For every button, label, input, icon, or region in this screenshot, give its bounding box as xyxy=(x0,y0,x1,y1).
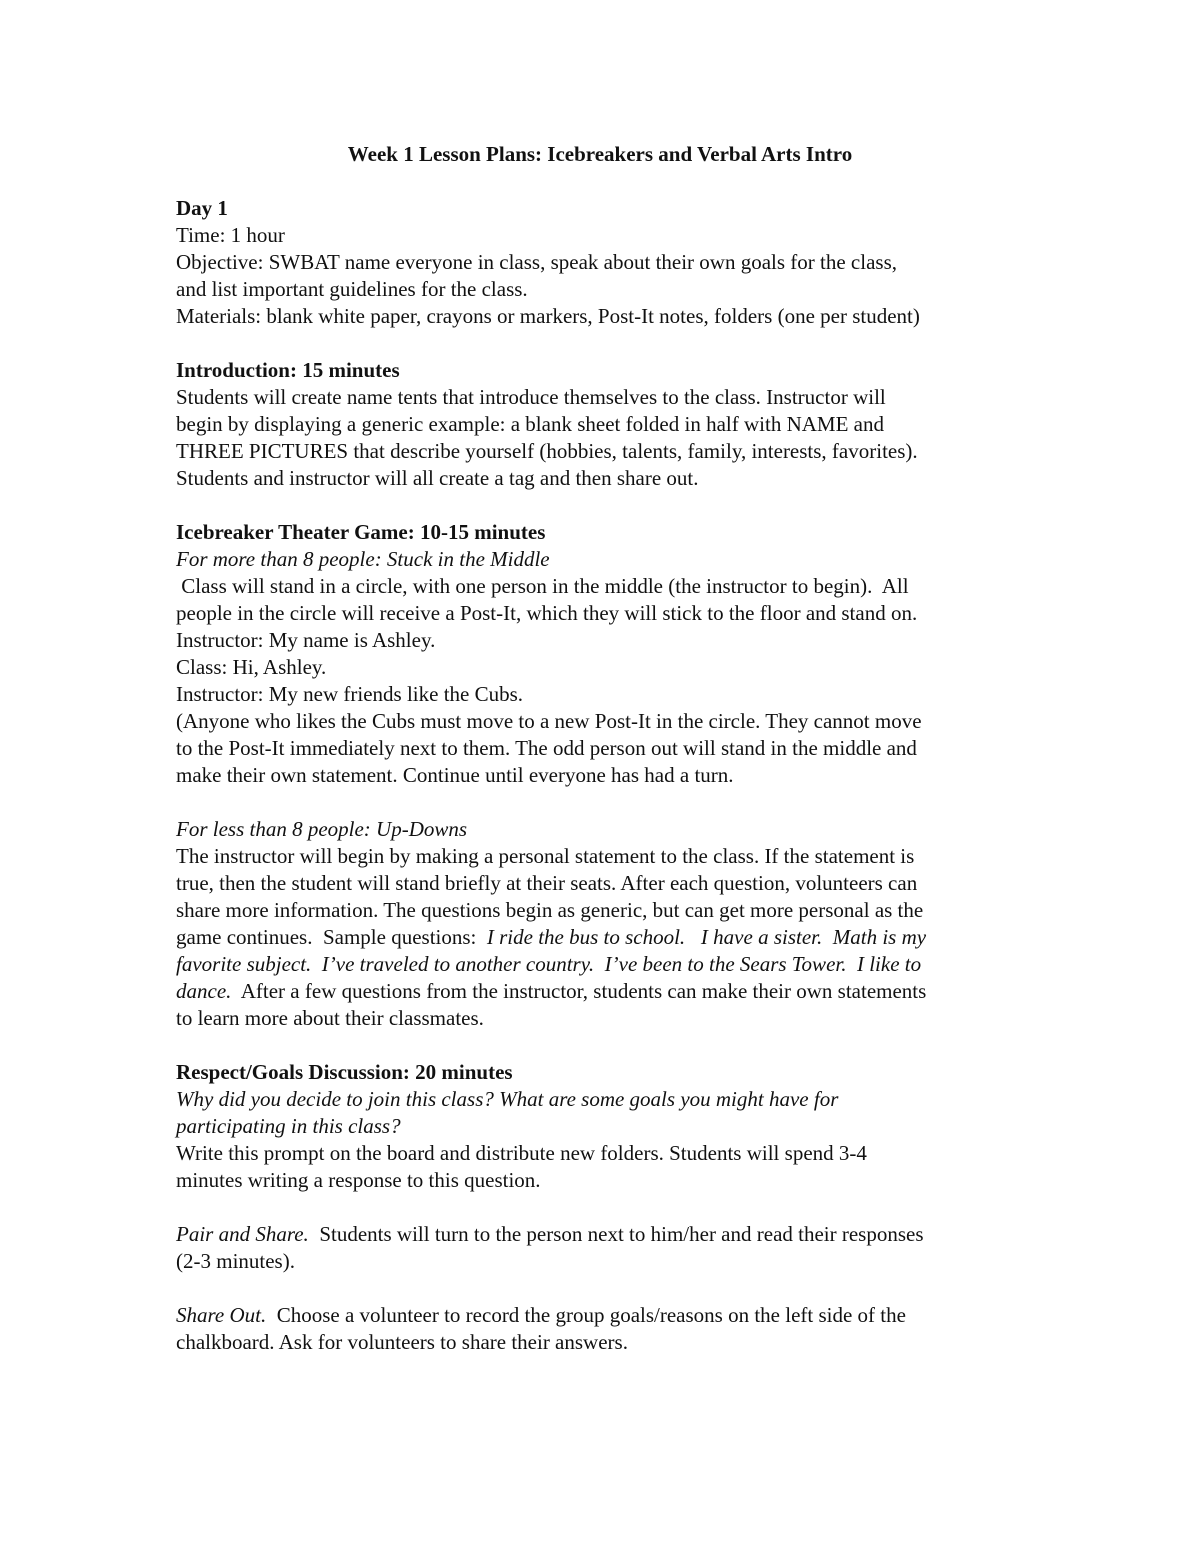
spacer xyxy=(176,330,1036,357)
materials-line: Materials: blank white paper, crayons or markers, Post-It notes, folders (one per student) xyxy=(176,304,920,328)
introduction-line: Students and instructor will all create a tag and then share out. xyxy=(176,466,699,490)
time-line: Time: 1 hour xyxy=(176,223,285,247)
icebreaker-line: people in the circle will receive a Post-It, which they will stick to the floor and stand on. xyxy=(176,601,918,625)
icebreaker-heading: Icebreaker Theater Game: 10-15 minutes xyxy=(176,520,546,544)
objective-line-2: and list important guidelines for the class. xyxy=(176,277,528,301)
pair-share-line xyxy=(176,1221,1036,1248)
respect-prompt: Why did you decide to join this class? What are some goals you might have for xyxy=(176,1087,839,1111)
icebreaker-line: Instructor: My new friends like the Cubs. xyxy=(176,682,524,706)
introduction-heading: Introduction: 15 minutes xyxy=(176,358,400,382)
respect-prompt: participating in this class? xyxy=(176,1114,401,1138)
icebreaker-line: to the Post-It immediately next to them. The odd person out will stand in the middle and xyxy=(176,736,917,760)
icebreaker-line: Class will stand in a circle, with one person in the middle (the instructor to begin). All xyxy=(176,574,909,598)
updowns-line: The instructor will begin by making a personal statement to the class. If the statement is xyxy=(176,844,915,868)
spacer xyxy=(176,1032,1036,1059)
updowns-text: game continues. Sample questions: xyxy=(176,925,487,949)
sample-question: I ride the bus to school. I have a sister. Math is my xyxy=(486,925,927,949)
updowns-line: true, then the student will stand briefly at their seats. After each question, volunteers can xyxy=(176,871,918,895)
share-out-line xyxy=(176,1302,1036,1329)
respect-heading: Respect/Goals Discussion: 20 minutes xyxy=(176,1060,513,1084)
spacer xyxy=(176,789,1036,816)
spacer xyxy=(176,492,1036,519)
sample-question: favorite subject. I’ve traveled to another country. I’ve been to the Sears Tower. I like to xyxy=(176,952,922,976)
icebreaker-line: make their own statement. Continue until everyone has had a turn. xyxy=(176,763,734,787)
icebreaker-line: (Anyone who likes the Cubs must move to a new Post-It in the circle. They cannot move xyxy=(176,709,922,733)
updowns-line xyxy=(176,951,1036,978)
pair-share-text: Students will turn to the person next to him/her and read their responses xyxy=(308,1222,924,1246)
sample-question: dance. xyxy=(176,979,232,1003)
pair-share-line: (2-3 minutes). xyxy=(176,1249,295,1273)
respect-line: minutes writing a response to this question. xyxy=(176,1168,541,1192)
share-out-label: Share Out. xyxy=(176,1303,267,1327)
spacer xyxy=(176,1194,1036,1221)
objective-line-1: Objective: SWBAT name everyone in class, speak about their own goals for the class, xyxy=(176,250,898,274)
less-than-8-title: For less than 8 people: Up-Downs xyxy=(176,817,468,841)
share-out-line: chalkboard. Ask for volunteers to share their answers. xyxy=(176,1330,628,1354)
updowns-line: to learn more about their classmates. xyxy=(176,1006,484,1030)
updowns-text: After a few questions from the instructor, students can make their own statements xyxy=(231,979,927,1003)
document-page xyxy=(176,141,1036,1356)
pair-share-label: Pair and Share. xyxy=(176,1222,309,1246)
icebreaker-line: Class: Hi, Ashley. xyxy=(176,655,327,679)
updowns-line: share more information. The questions begin as generic, but can get more personal as the xyxy=(176,898,924,922)
updowns-line xyxy=(176,924,1036,951)
updowns-line xyxy=(176,978,1036,1005)
introduction-line: Students will create name tents that introduce themselves to the class. Instructor will xyxy=(176,385,886,409)
document-title: Week 1 Lesson Plans: Icebreakers and Verbal Arts Intro xyxy=(347,142,853,166)
more-than-8-title: For more than 8 people: Stuck in the Middle xyxy=(176,547,550,571)
respect-line: Write this prompt on the board and distribute new folders. Students will spend 3-4 xyxy=(176,1141,867,1165)
introduction-line: begin by displaying a generic example: a blank sheet folded in half with NAME and xyxy=(176,412,884,436)
share-out-text: Choose a volunteer to record the group goals/reasons on the left side of the xyxy=(266,1303,906,1327)
icebreaker-line: Instructor: My name is Ashley. xyxy=(176,628,436,652)
spacer xyxy=(176,1275,1036,1302)
introduction-line: THREE PICTURES that describe yourself (hobbies, talents, family, interests, favorites). xyxy=(176,439,918,463)
day-heading: Day 1 xyxy=(176,196,228,220)
